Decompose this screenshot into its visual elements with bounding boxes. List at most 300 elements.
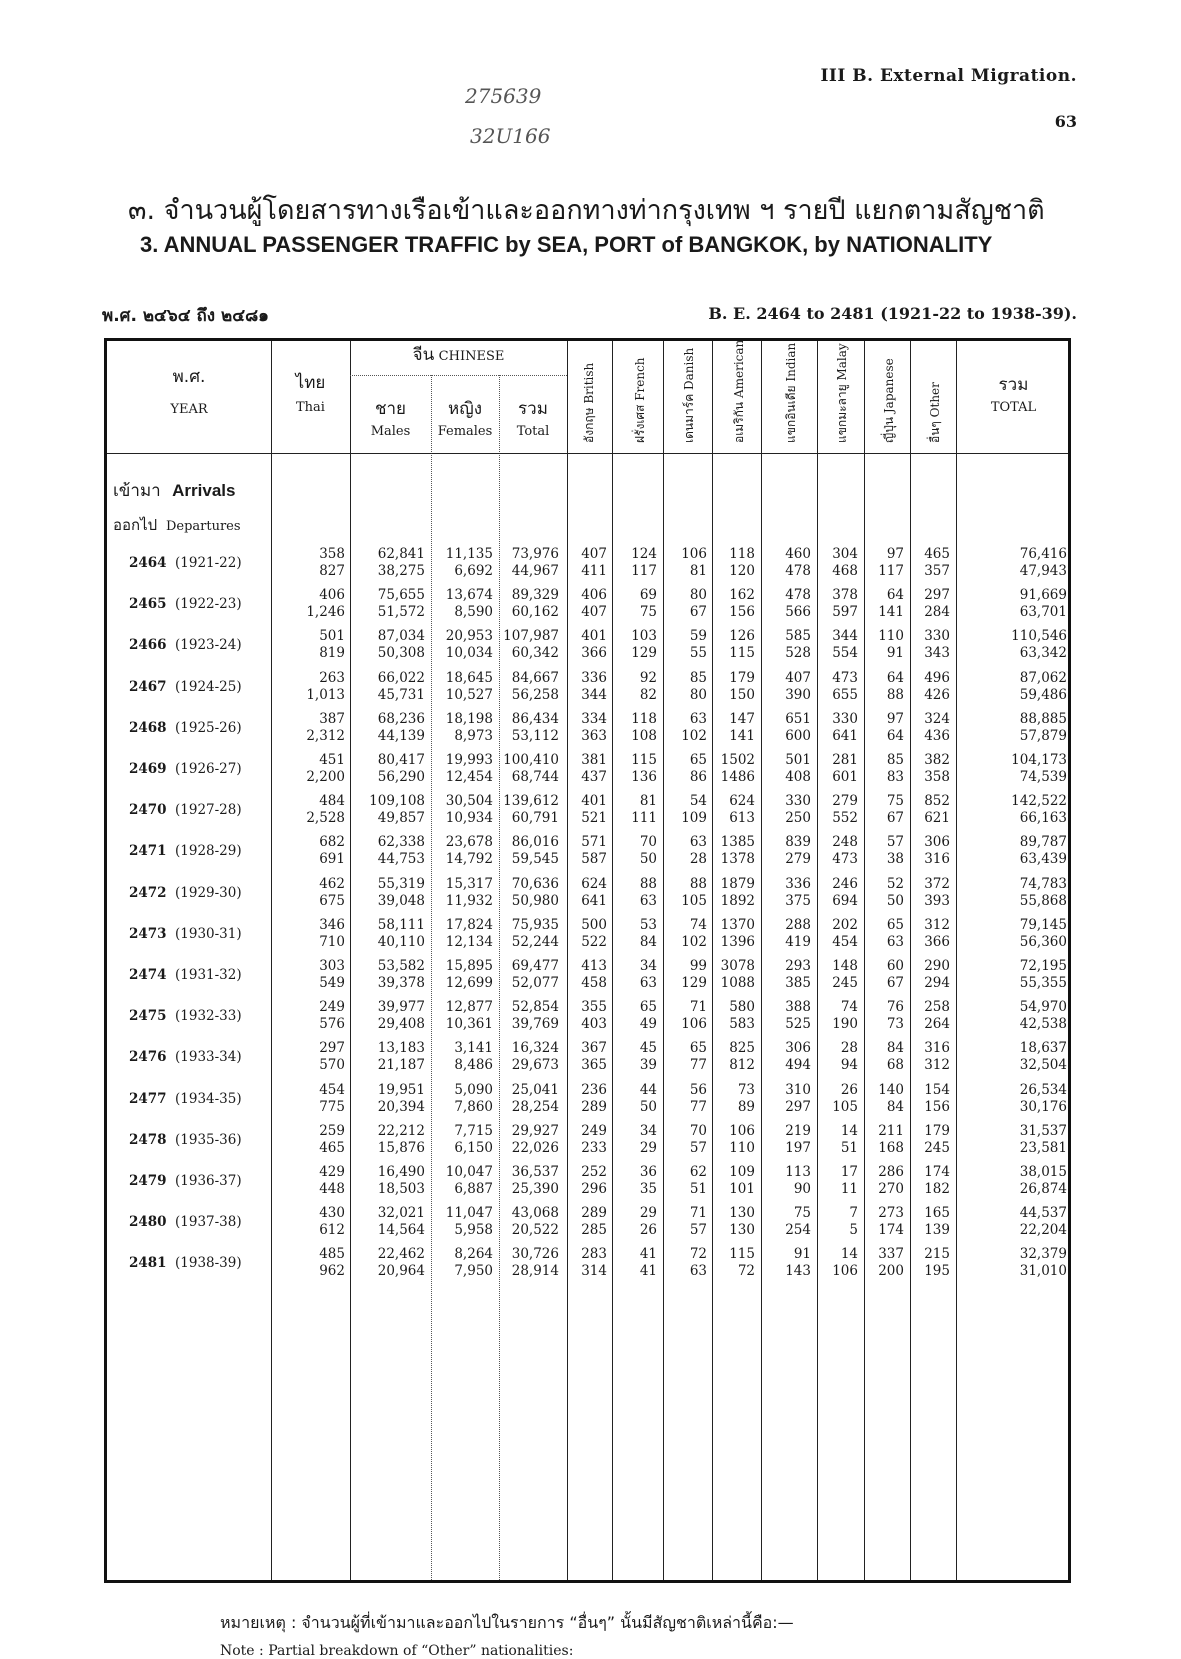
departures-cell: 55 — [689, 645, 707, 662]
arrivals-cell: 306 — [785, 1040, 811, 1057]
arrivals-cell: 59 — [689, 628, 707, 645]
departures-cell: 63 — [886, 933, 904, 950]
arrivals-cell: 43,068 — [511, 1205, 559, 1222]
arrivals-cell: 85 — [689, 669, 707, 686]
departures-cell: 39 — [639, 1057, 657, 1074]
arrivals-cell: 124 — [631, 546, 657, 562]
departures-cell: 73 — [886, 1016, 904, 1033]
arrivals-cell: 401 — [581, 628, 607, 645]
departures-cell: 2,528 — [306, 810, 345, 827]
departures-cell: 105 — [681, 892, 707, 909]
arrivals-cell: 500 — [581, 916, 607, 933]
departures-cell: 50 — [639, 851, 657, 868]
departures-cell: 63 — [639, 975, 657, 991]
departures-cell: 29,408 — [377, 1016, 425, 1033]
departures-cell: 52,244 — [511, 933, 559, 950]
table-row — [107, 586, 1068, 628]
arrivals-cell: 148 — [832, 958, 858, 974]
departures-cell: 90 — [793, 1181, 811, 1197]
table-row — [107, 1163, 1068, 1205]
grand-total-header: TOTAL — [990, 400, 1037, 415]
departures-cell: 641 — [832, 727, 858, 744]
departures-cell: 136 — [631, 769, 657, 785]
arrivals-cell: 11,135 — [445, 546, 493, 562]
arrivals-cell: 140 — [878, 1081, 904, 1098]
departures-cell: 68 — [886, 1057, 904, 1074]
arrivals-cell: 88,885 — [1019, 710, 1067, 727]
arrivals-cell: 29,927 — [511, 1122, 559, 1139]
arrivals-cell: 103 — [631, 628, 657, 645]
arrivals-cell: 429 — [319, 1164, 345, 1180]
departures-cell: 51 — [689, 1181, 707, 1197]
departures-cell: 83 — [886, 769, 904, 785]
arrivals-cell: 109 — [729, 1164, 755, 1180]
males-header-thai: ชาย — [374, 399, 407, 419]
arrivals-cell: 91,669 — [1019, 587, 1067, 604]
arrivals-cell: 236 — [581, 1081, 607, 1098]
departures-cell: 419 — [785, 933, 811, 950]
title-thai: ๓. จำนวนผู้โดยสารทางเรือเข้าและออกทางท่ากรุงเทพ ฯ รายปี แยกตามสัญชาติ — [128, 195, 1045, 226]
departures-cell: 63 — [689, 1263, 707, 1280]
arrivals-cell: 75 — [886, 793, 904, 810]
departures-cell: 35 — [639, 1181, 657, 1197]
arrivals-cell: 113 — [785, 1164, 811, 1180]
departures-cell: 284 — [924, 604, 950, 621]
departures-cell: 10,934 — [445, 810, 493, 827]
departures-cell: 101 — [729, 1181, 755, 1197]
other-header: อื่นๆ Other — [928, 382, 942, 443]
departures-cell: 375 — [785, 892, 811, 909]
arrivals-cell: 115 — [631, 752, 657, 768]
arrivals-cell: 651 — [785, 710, 811, 727]
departures-cell: 67 — [886, 975, 904, 991]
departures-cell: 59,486 — [1019, 686, 1067, 703]
departures-cell: 26,874 — [1019, 1181, 1067, 1197]
table-row — [107, 710, 1068, 752]
year-be: 2475 — [129, 1008, 167, 1025]
year-ad: (1926-27) — [175, 761, 242, 777]
departures-cell: 675 — [319, 892, 345, 909]
arrivals-cell: 406 — [581, 587, 607, 604]
arrivals-cell: 62,841 — [377, 546, 425, 562]
departures-cell: 366 — [581, 645, 607, 662]
departures-cell: 12,134 — [445, 933, 493, 950]
departures-cell: 72 — [737, 1263, 755, 1280]
arrivals-cell: 86,016 — [511, 834, 559, 851]
departures-cell: 10,034 — [445, 645, 493, 662]
departures-cell: 20,522 — [511, 1222, 559, 1239]
arrivals-cell: 154 — [924, 1081, 950, 1098]
arrivals-cell: 585 — [785, 628, 811, 645]
table-row — [107, 1245, 1068, 1287]
departures-cell: 82 — [639, 686, 657, 703]
year-be: 2480 — [129, 1214, 167, 1231]
arrivals-cell: 36,537 — [511, 1164, 559, 1180]
arrivals-cell: 54 — [689, 793, 707, 810]
departures-cell: 102 — [681, 933, 707, 950]
arrivals-cell: 324 — [924, 710, 950, 727]
departures-cell: 6,692 — [454, 563, 493, 579]
arrivals-cell: 88 — [689, 875, 707, 892]
arrivals-cell: 259 — [319, 1122, 345, 1139]
arrivals-cell: 32,021 — [377, 1205, 425, 1222]
arrivals-cell: 92 — [639, 669, 657, 686]
departures-cell: 50,308 — [377, 645, 425, 662]
grand-total-header-thai: รวม — [998, 375, 1029, 395]
departures-cell: 30,176 — [1019, 1098, 1067, 1115]
arrivals-cell: 70 — [689, 1122, 707, 1139]
arrivals-cell: 30,504 — [445, 793, 493, 810]
arrivals-cell: 454 — [319, 1081, 345, 1098]
year-ad: (1933-34) — [175, 1049, 242, 1066]
departures-cell: 312 — [924, 1057, 950, 1074]
arrivals-cell: 334 — [581, 710, 607, 727]
arrivals-cell: 682 — [319, 834, 345, 851]
handwritten-note-2: 32U166 — [470, 124, 551, 148]
departures-cell: 143 — [785, 1263, 811, 1280]
departures-cell: 587 — [581, 851, 607, 868]
departures-cell: 437 — [581, 769, 607, 785]
departures-cell: 393 — [924, 892, 950, 909]
arrivals-cell: 478 — [785, 587, 811, 604]
departures-cell: 49,857 — [377, 810, 425, 827]
arrivals-cell: 337 — [878, 1246, 904, 1263]
arrivals-cell: 496 — [924, 669, 950, 686]
arrivals-cell: 19,951 — [377, 1081, 425, 1098]
departures-cell: 26 — [639, 1222, 657, 1239]
arrivals-cell: 97 — [886, 546, 904, 562]
arrivals-cell: 65 — [689, 1040, 707, 1057]
departures-cell: 554 — [832, 645, 858, 662]
arrivals-cell: 32,379 — [1019, 1246, 1067, 1263]
arrivals-cell: 304 — [832, 546, 858, 562]
departures-cell: 52,077 — [511, 975, 559, 991]
chinese-total-header-thai: รวม — [518, 399, 548, 419]
arrivals-cell: 17,824 — [445, 916, 493, 933]
departures-cell: 583 — [729, 1016, 755, 1033]
departures-cell: 655 — [832, 686, 858, 703]
arrivals-cell: 28 — [840, 1040, 858, 1057]
year-be: 2472 — [129, 884, 167, 901]
departures-cell: 51,572 — [377, 604, 425, 621]
departures-cell: 297 — [785, 1098, 811, 1115]
arrivals-cell: 62 — [689, 1164, 707, 1180]
departures-cell: 22,204 — [1019, 1222, 1067, 1239]
departures-cell: 1088 — [720, 975, 755, 991]
departures-cell: 1892 — [720, 892, 755, 909]
arrivals-cell: 13,674 — [445, 587, 493, 604]
arrivals-cell: 110 — [878, 628, 904, 645]
departures-cell: 285 — [581, 1222, 607, 1239]
departures-cell: 407 — [581, 604, 607, 621]
arrivals-cell: 306 — [924, 834, 950, 851]
departures-cell: 81 — [689, 563, 707, 579]
year-ad: (1938-39) — [175, 1255, 242, 1272]
table-row — [107, 545, 1068, 587]
arrivals-cell: 26,534 — [1019, 1081, 1067, 1098]
departures-cell: 44,139 — [377, 727, 425, 744]
departures-cell: 522 — [581, 933, 607, 950]
arrivals-cell: 330 — [832, 710, 858, 727]
arrivals-cell: 312 — [924, 916, 950, 933]
departures-cell: 357 — [924, 563, 950, 579]
table-row — [107, 1204, 1068, 1246]
departures-cell: 41 — [639, 1263, 657, 1280]
table-row — [107, 669, 1068, 711]
arrivals-cell: 65 — [639, 999, 657, 1016]
arrivals-cell: 41 — [639, 1246, 657, 1263]
departures-cell: 613 — [729, 810, 755, 827]
british-header: อังกฤษ British — [582, 362, 596, 443]
arrivals-cell: 71 — [689, 1205, 707, 1222]
arrivals-cell: 68,236 — [377, 710, 425, 727]
departures-cell: 63 — [639, 892, 657, 909]
arrivals-cell: 485 — [319, 1246, 345, 1263]
arrivals-cell: 11,047 — [445, 1205, 493, 1222]
table-row — [107, 833, 1068, 875]
departures-cell: 38,275 — [377, 563, 425, 579]
arrivals-cell: 501 — [319, 628, 345, 645]
arrivals-cell: 70,636 — [511, 875, 559, 892]
arrivals-cell: 30,726 — [511, 1246, 559, 1263]
departures-cell: 597 — [832, 604, 858, 621]
arrivals-cell: 367 — [581, 1040, 607, 1057]
arrivals-cell: 7 — [849, 1205, 858, 1222]
departures-cell: 621 — [924, 810, 950, 827]
table-row — [107, 792, 1068, 834]
year-be: 2464 — [129, 555, 167, 571]
arrivals-cell: 20,953 — [445, 628, 493, 645]
departures-cell: 411 — [581, 563, 607, 579]
passenger-traffic-table — [104, 338, 1071, 1583]
arrivals-cell: 286 — [878, 1164, 904, 1180]
departures-cell: 552 — [832, 810, 858, 827]
arrivals-cell: 75,935 — [511, 916, 559, 933]
departures-cell: 710 — [319, 933, 345, 950]
arrivals-cell: 378 — [832, 587, 858, 604]
arrivals-cell: 75,655 — [377, 587, 425, 604]
departures-cell: 1378 — [720, 851, 755, 868]
year-be: 2466 — [129, 637, 167, 654]
departures-cell: 141 — [878, 604, 904, 621]
departures-cell: 250 — [785, 810, 811, 827]
arrivals-cell: 297 — [319, 1040, 345, 1057]
arrivals-cell: 407 — [581, 546, 607, 562]
departures-cell: 63,342 — [1019, 645, 1067, 662]
arrivals-cell: 430 — [319, 1205, 345, 1222]
arrivals-cell: 388 — [785, 999, 811, 1016]
departures-cell: 63,701 — [1019, 604, 1067, 621]
arrivals-cell: 7,715 — [454, 1122, 493, 1139]
arrivals-cell: 76 — [886, 999, 904, 1016]
year-ad: (1931-32) — [175, 967, 242, 983]
year-be: 2465 — [129, 596, 167, 613]
arrivals-cell: 126 — [729, 628, 755, 645]
arrivals-cell: 39,977 — [377, 999, 425, 1016]
arrivals-cell: 355 — [581, 999, 607, 1016]
arrivals-cell: 401 — [581, 793, 607, 810]
arrivals-cell: 1385 — [720, 834, 755, 851]
departures-cell: 77 — [689, 1098, 707, 1115]
arrivals-cell: 12,877 — [445, 999, 493, 1016]
arrivals-cell: 580 — [729, 999, 755, 1016]
arrivals-cell: 34 — [639, 1122, 657, 1139]
departures-cell: 21,187 — [377, 1057, 425, 1074]
arrivals-cell: 84 — [886, 1040, 904, 1057]
departures-cell: 478 — [785, 563, 811, 579]
year-header: YEAR — [170, 402, 208, 417]
table-row — [107, 1081, 1068, 1123]
departures-cell: 130 — [729, 1222, 755, 1239]
arrivals-cell: 57 — [886, 834, 904, 851]
year-ad: (1936-37) — [175, 1173, 242, 1189]
arrivals-cell: 1502 — [720, 752, 755, 768]
arrivals-cell: 31,537 — [1019, 1122, 1067, 1139]
arrivals-cell: 381 — [581, 752, 607, 768]
departures-cell: 29,673 — [511, 1057, 559, 1074]
arrivals-cell: 3078 — [720, 958, 755, 974]
departures-cell: 18,503 — [377, 1181, 425, 1197]
arrivals-cell: 99 — [689, 958, 707, 974]
arrivals-cell: 14 — [840, 1246, 858, 1263]
arrivals-cell: 624 — [581, 875, 607, 892]
year-ad: (1924-25) — [175, 678, 242, 695]
departures-cell: 115 — [729, 645, 755, 662]
arrivals-cell: 18,645 — [445, 669, 493, 686]
arrivals-cell: 473 — [832, 669, 858, 686]
arrivals-cell: 316 — [924, 1040, 950, 1057]
departures-cell: 385 — [785, 975, 811, 991]
arrivals-cell: 624 — [729, 793, 755, 810]
arrivals-cell: 70 — [639, 834, 657, 851]
arrivals-cell: 252 — [581, 1164, 607, 1180]
arrivals-cell: 462 — [319, 875, 345, 892]
departures-cell: 84 — [886, 1098, 904, 1115]
departures-cell: 819 — [319, 645, 345, 662]
arrivals-cell: 76,416 — [1019, 546, 1067, 562]
arrivals-cell: 1879 — [720, 875, 755, 892]
departures-cell: 289 — [581, 1098, 607, 1115]
departures-cell: 23,581 — [1019, 1139, 1067, 1156]
departures-cell: 67 — [689, 604, 707, 621]
arrivals-cell: 358 — [319, 546, 345, 562]
range-thai: พ.ศ. ๒๔๖๔ ถึง ๒๔๘๑ — [102, 306, 269, 326]
arrivals-cell: 387 — [319, 710, 345, 727]
departures-cell: 57,879 — [1019, 727, 1067, 744]
arrivals-cell: 75 — [793, 1205, 811, 1222]
french-header: ฝรั่งเศส French — [633, 357, 647, 443]
departures-cell: 44,753 — [377, 851, 425, 868]
departures-cell: 264 — [924, 1016, 950, 1033]
arrivals-cell: 29 — [639, 1205, 657, 1222]
arrivals-cell: 13,183 — [377, 1040, 425, 1057]
arrivals-cell: 80,417 — [377, 752, 425, 768]
arrivals-cell: 53 — [639, 916, 657, 933]
arrivals-cell: 179 — [924, 1122, 950, 1139]
arrivals-cell: 54,970 — [1019, 999, 1067, 1016]
departures-cell: 50,980 — [511, 892, 559, 909]
arrivals-cell: 97 — [886, 710, 904, 727]
departures-cell: 570 — [319, 1057, 345, 1074]
arrivals-cell: 85 — [886, 752, 904, 768]
females-header: Females — [437, 424, 493, 439]
arrivals-cell: 413 — [581, 958, 607, 974]
departures-cell: 25,390 — [511, 1181, 559, 1197]
departures-cell: 365 — [581, 1057, 607, 1074]
departures-cell: 75 — [639, 604, 657, 621]
indian-header: แขกอินเดีย Indian — [784, 342, 798, 443]
arrivals-cell: 3,141 — [454, 1040, 493, 1057]
arrivals-cell: 297 — [924, 587, 950, 604]
departures-cell: 254 — [785, 1222, 811, 1239]
year-ad: (1930-31) — [175, 925, 242, 942]
arrivals-cell: 571 — [581, 834, 607, 851]
departures-cell: 84 — [639, 933, 657, 950]
departures-cell: 66,163 — [1019, 810, 1067, 827]
departures-cell: 29 — [639, 1139, 657, 1156]
departures-cell: 525 — [785, 1016, 811, 1033]
departures-cell: 245 — [832, 975, 858, 991]
departures-cell: 1,246 — [306, 604, 345, 621]
arrivals-cell: 66,022 — [377, 669, 425, 686]
departures-cell: 109 — [681, 810, 707, 827]
departures-cell: 549 — [319, 975, 345, 991]
departures-cell: 566 — [785, 604, 811, 621]
year-be: 2467 — [129, 678, 167, 695]
arrivals-cell: 273 — [878, 1205, 904, 1222]
departures-cell: 294 — [924, 975, 950, 991]
arrivals-cell: 87,034 — [377, 628, 425, 645]
arrivals-cell: 23,678 — [445, 834, 493, 851]
departures-cell: 91 — [886, 645, 904, 662]
departures-cell: 10,527 — [445, 686, 493, 703]
arrivals-cell: 18,637 — [1019, 1040, 1067, 1057]
departures-cell: 117 — [878, 563, 904, 579]
departures-cell: 11 — [840, 1181, 858, 1197]
arrivals-cell: 44,537 — [1019, 1205, 1067, 1222]
arrivals-cell: 106 — [681, 546, 707, 562]
departures-cell: 38 — [886, 851, 904, 868]
departures-cell: 827 — [319, 563, 345, 579]
arrivals-cell: 330 — [924, 628, 950, 645]
arrivals-cell: 89,329 — [511, 587, 559, 604]
arrivals-cell: 38,015 — [1019, 1164, 1067, 1180]
departures-cell: 7,860 — [454, 1098, 493, 1115]
arrivals-cell: 293 — [785, 958, 811, 974]
departures-cell: 1,013 — [306, 686, 345, 703]
departures-cell: 129 — [631, 645, 657, 662]
departures-cell: 600 — [785, 727, 811, 744]
arrivals-cell: 852 — [924, 793, 950, 810]
arrivals-cell: 147 — [729, 710, 755, 727]
arrivals-cell: 60 — [886, 958, 904, 974]
handwritten-note-1: 275639 — [465, 84, 542, 108]
departures-cell: 197 — [785, 1139, 811, 1156]
departures-cell: 111 — [631, 810, 657, 827]
arrivals-cell: 118 — [631, 710, 657, 727]
year-be: 2471 — [129, 843, 167, 860]
departures-cell: 50 — [886, 892, 904, 909]
arrivals-cell: 249 — [319, 999, 345, 1016]
arrivals-cell: 336 — [785, 875, 811, 892]
arrivals-cell: 34 — [639, 958, 657, 974]
departures-cell: 139 — [924, 1222, 950, 1239]
departures-cell: 22,026 — [511, 1139, 559, 1156]
departures-cell: 2,200 — [306, 769, 345, 785]
departures-cell: 14,564 — [377, 1222, 425, 1239]
departures-cell: 56,290 — [377, 769, 425, 785]
japanese-header: ญี่ปุ่น Japanese — [882, 358, 896, 443]
